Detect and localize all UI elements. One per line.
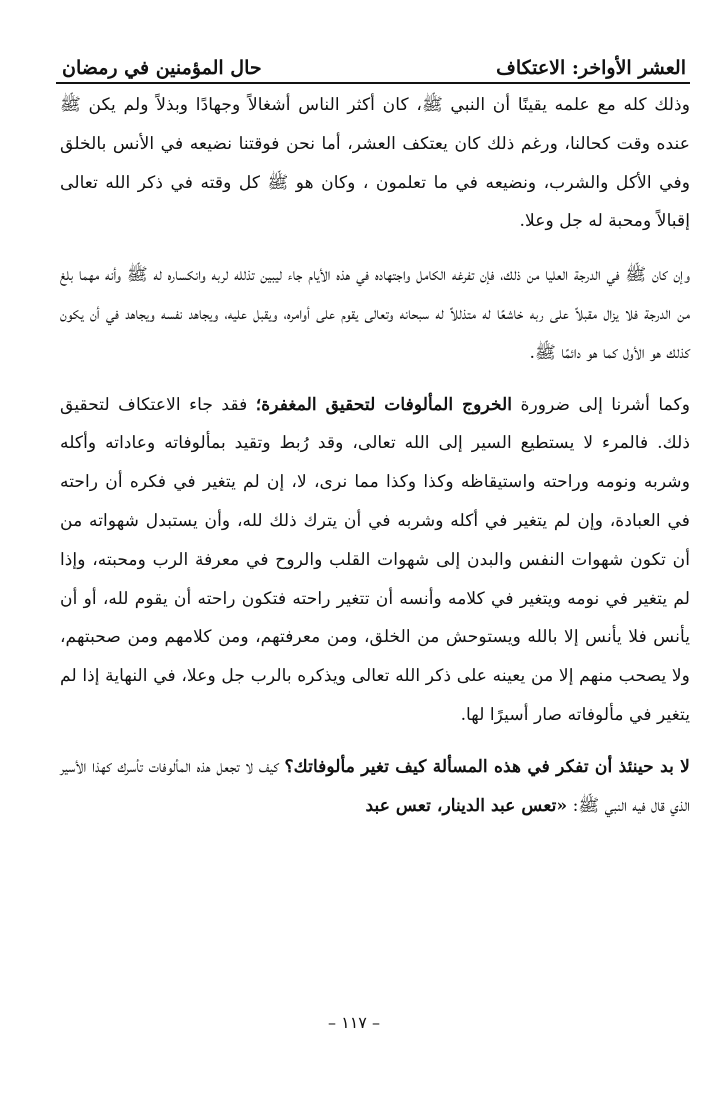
paragraph-1: وذلك كله مع علمه يقينًا أن النبي ﷺ، كان أكثر الناس أشغالاً وجهادًا وبذلاً ولم يكن ﷺ عنده وقت كحالنا، ورغم ذلك كان يعتكف العشر، أما نحن فوقتنا نضيعه في الأنس بالخلق وفي الأكل والشرب، ونضيعه في ما تعلمون ، وكان هو ﷺ كل وقته في ذكر الله تعالى إقبالاً ومحبة له جل وعلا. — [60, 95, 690, 232]
paragraph-3 — [60, 386, 690, 735]
paragraph-2: وإن كان ﷺ في الدرجة العليا من ذلك، فإن تفرغه الكامل واجتهاده في هذه الأيام جاء ليبين تذلله لربه وانكساره له ﷺ وأنه مهما بلغ من الدرجة فلا يزال مقبلاً على ربه خاشعًا له متذللاً له سبحانه وتعالى يقوم على أوامره، ويقبل عليه، ويجاهد نفسه ويجاهد في أن يكون كذلك هو الأول كما هو دائمًا ﷺ. — [60, 265, 690, 363]
paragraph-3-intro: وكما أشرنا إلى ضرورة — [512, 394, 690, 415]
paragraph-3-emphasis: الخروج المألوفات لتحقيق المغفرة؛ — [255, 394, 513, 415]
page-body — [60, 86, 690, 825]
running-header — [56, 48, 690, 84]
chapter-title: العشر الأواخر: الاعتكاف — [496, 57, 686, 79]
paragraph-4-lead: لا بد حينئذ أن تفكر في هذه المسألة كيف تغير مألوفاتك؟ — [284, 756, 690, 777]
page-number: – ١١٧ – — [328, 1013, 380, 1032]
paragraph-4-quote: «تعس عبد الدينار، تعس عبد — [365, 795, 568, 816]
paragraph-3-body: فقد جاء الاعتكاف لتحقيق ذلك. فالمرء لا يستطيع السير إلى الله تعالى، وقد رُبط وتقيد بمألوفاته وعاداته وأكله وشربه ونومه وراحته واستيقاظه وكذا وكذا مما نرى، لا، إن لم يتغير في فكره أن راحته في العبادة، وإن لم يتغير في أكله وشربه في أن يترك ذلك لله، وأن يستبدل شهواته من أن تكون شهوات النفس والبدن إلى شهوات القلب والروح في معرفة الرب ومحبته، وإذا لم يتغير في نومه ويتغير في كلامه وأنسه أن تتغير راحته فتكون راحته أن يقوم لله، أو أن يأنس فلا يأنس إلا بالله ويستوحش من الخلق، ومن معرفتهم، ومن كلامهم ومن صحبتهم، ولا يصحب منهم إلا من يعينه على ذكر الله تعالى ويذكره بالرب جل وعلا، في النهاية إذا لم يتغير في مألوفاته صار أسيرًا لها. — [60, 394, 691, 725]
book-title: حال المؤمنين في رمضان — [62, 57, 262, 79]
paragraph-4 — [60, 748, 690, 826]
paragraph-4-body: كيف لا تجعل هذه المألوفات تأسرك كهذا الأسير الذي قال فيه النبي ﷺ: — [60, 756, 690, 816]
header-divider — [56, 82, 690, 84]
